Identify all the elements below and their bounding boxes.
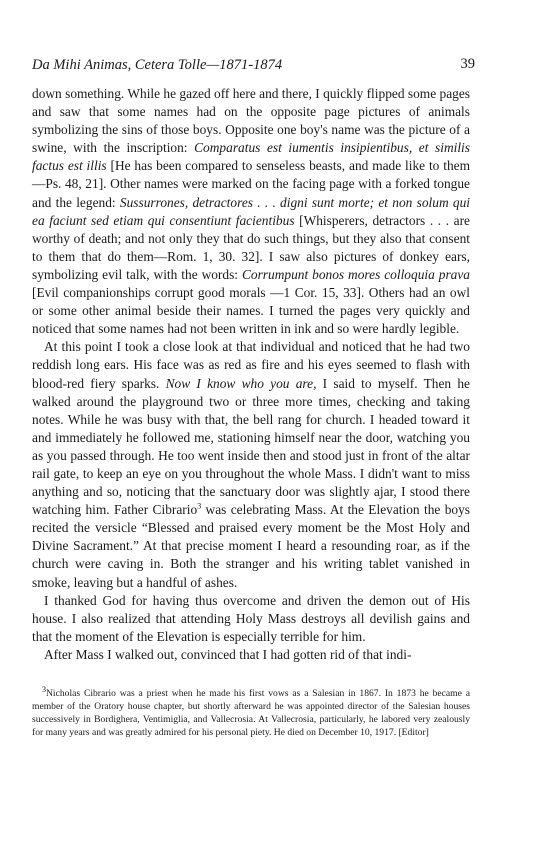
p2-italic-phrase: Now I know who you are, [165, 375, 317, 391]
body-text [32, 85, 470, 664]
p1-latin-quote-2: Sussurrones, detractores . . . digni sunt morte; et non solum qui ea faciunt sed etiam qui consentiunt facientibus [32, 194, 470, 228]
footnote [32, 684, 470, 739]
footnote-paragraph [32, 684, 470, 739]
running-title: Da Mihi Animas, Cetera Tolle—1871-1874 [32, 57, 283, 73]
p2-text-c: I said to myself. Then he walked around the playground two or three more times, checking and taking notes. While he was busy with that, the bell rang for church. I headed toward it and immediately he followed me, stationing himself near the door, watching you as you passed through. He too went inside then and stood just in front of the altar rail gate, to keep an eye on you throughout the whole Mass. I didn't want to miss anything and so, noticing that the sanctuary door was slightly ajar, I stood there watching him. Father Cibrario [32, 375, 470, 518]
p1-latin-quote-1: Comparatus est iumentis insipientibus, et similis factus est illis [32, 140, 470, 174]
footnote-reference: 3 [197, 501, 202, 511]
p2-text-a: At this point I took a close look at that individual and noticed that he had two reddish long ears. His face was as red as fire and his eyes seemed to flash with blood-red fiery sparks. [32, 339, 470, 391]
running-head [32, 57, 472, 77]
p1-text-g: [Evil companionships corrupt good morals —1 Cor. 15, 33]. Others had an owl or some other animal beside their names. I turned the pages very quickly and noticed that some names had not been written in ink and so were hardly legible. [32, 285, 470, 337]
p1-latin-quote-3: Corrumpunt bonos mores colloquia prava [241, 266, 470, 282]
page-number: 39 [460, 56, 475, 72]
footnote-text: Nicholas Cibrario was a priest when he made his first vows as a Salesian in 1867. In 1873 he became a member of the Oratory house chapter, but shortly afterward he was appointed director of the Salesian houses successively in Bordighera, Ventimiglia, and Vallecrosia. At Vallecrosia, particularly, he labored very zealously for many years and was greatly admired for his personal piety. He died on December 10, 1917. [Editor] [32, 688, 470, 738]
footnote-marker: 3 [42, 684, 46, 694]
paragraph-3: I thanked God for having thus overcome and driven the demon out of His house. I also realized that attending Holy Mass destroys all devilish gains and that the moment of the Elevation is especially terrible for him. [32, 592, 470, 644]
p2-text-d: was celebrating Mass. At the Elevation the boys recited the versicle “Blessed and praised every moment be the Most Holy and Divine Sacrament.” At that precise moment I heard a resounding roar, as if the church were caving in. Both the stranger and his writing tablet vanished in smoke, leaving but a handful of ashes. [32, 502, 470, 590]
p1-text-e: [Whisperers, detractors . . . are worthy of death; and not only they that do such things, but they also that consent to them that do them—Rom. 1, 30. 32]. I saw also pictures of donkey ears, symbolizing evil talk, with the words: [32, 212, 470, 282]
paragraph-1 [32, 85, 470, 338]
p1-text-a: down something. While he gazed off here and there, I quickly flipped some pages and saw that some names had on the opposite page pictures of animals symbolizing the sins of those boys. Opposite one boy's name was the picture of a swine, with the inscription: [32, 86, 470, 156]
paragraph-4: After Mass I walked out, convinced that I had gotten rid of that indi- [44, 646, 412, 662]
paragraph-2 [32, 338, 470, 591]
p1-text-c: [He has been compared to senseless beasts, and made like to them—Ps. 48, 21]. Other names were marked on the facing page with a forked tongue and the legend: [32, 158, 470, 210]
